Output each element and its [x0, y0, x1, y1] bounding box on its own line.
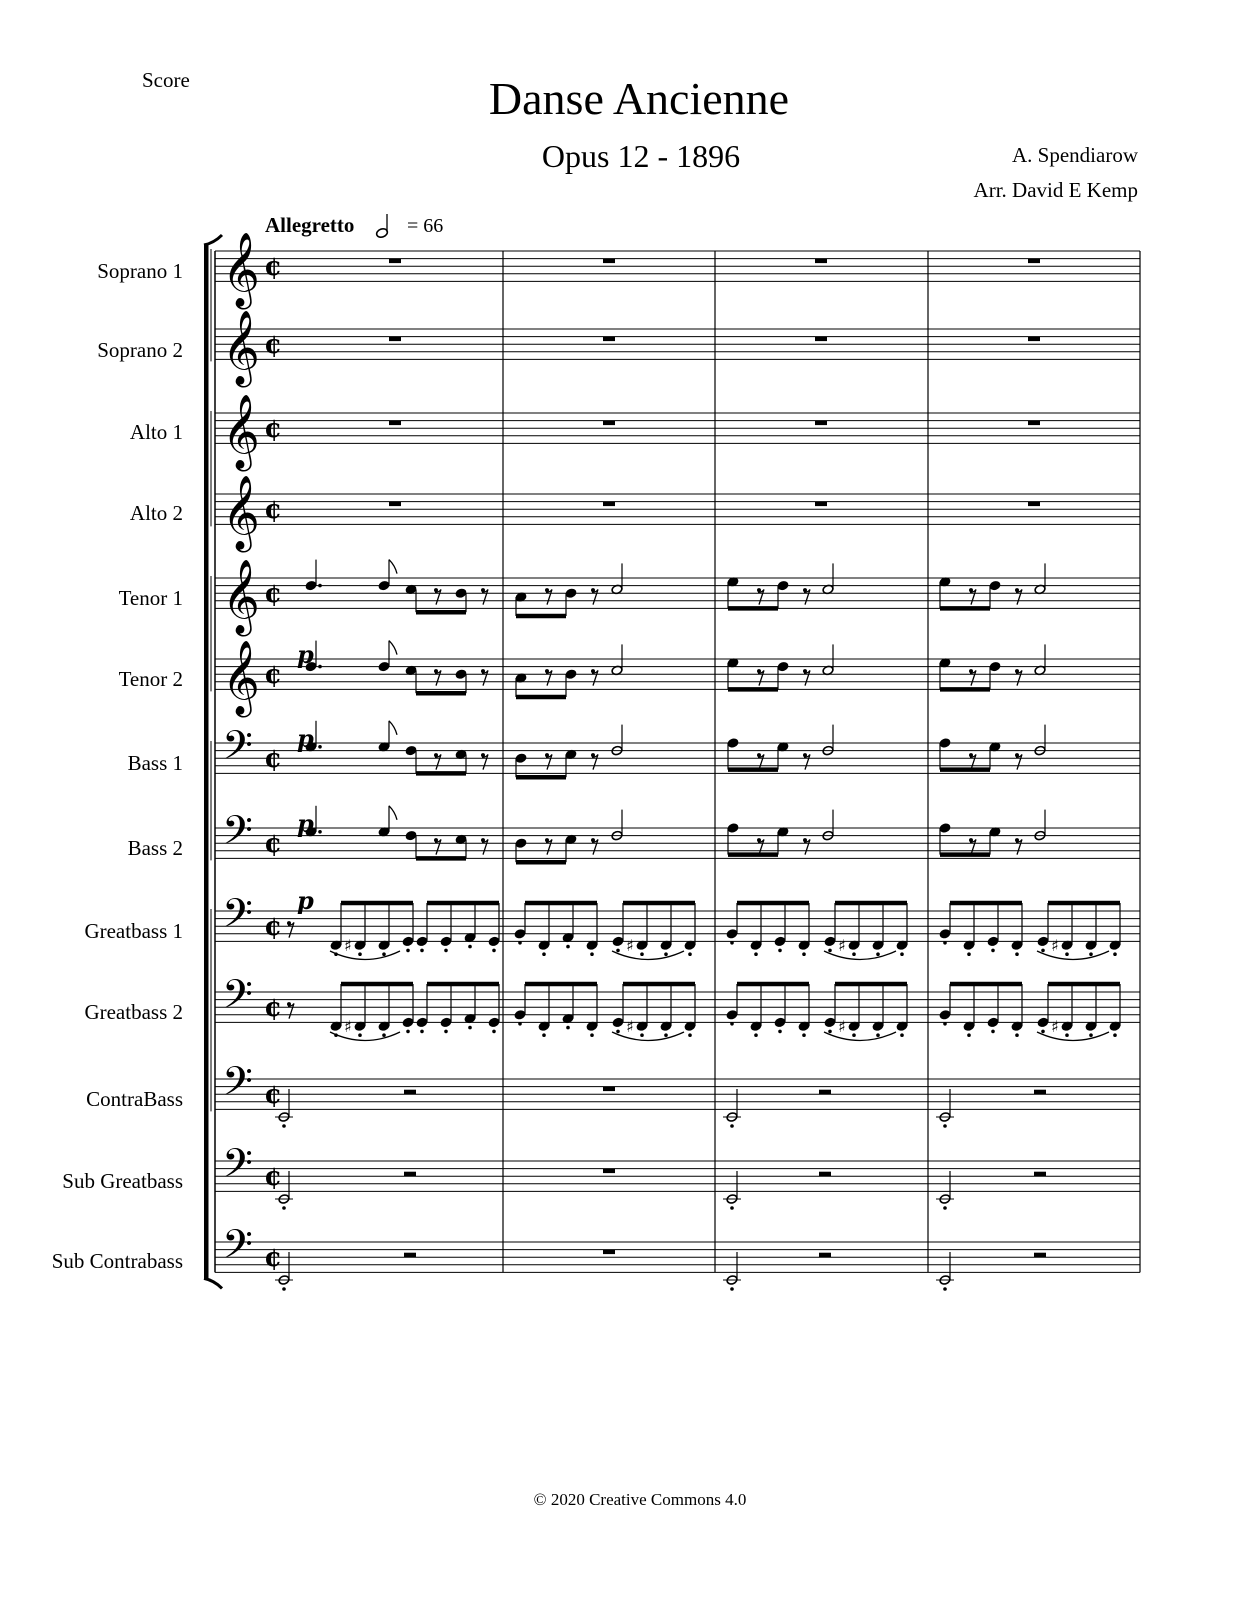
composer: A. Spendiarow	[1012, 143, 1138, 167]
staccato-dot	[1065, 1033, 1069, 1037]
notehead	[939, 823, 951, 834]
half-rest-icon	[404, 1172, 416, 1177]
staccato-dot	[664, 952, 668, 956]
sharp-icon: ♯	[838, 1017, 846, 1037]
staccato-dot	[730, 1124, 734, 1128]
notehead	[989, 661, 1001, 672]
slur	[1037, 951, 1109, 960]
staff	[215, 329, 1140, 359]
tempo-value: = 66	[407, 215, 444, 237]
notehead	[824, 1017, 836, 1028]
staccato-dot	[778, 1030, 782, 1034]
staccato-dot	[468, 945, 472, 949]
staccato-dot	[358, 952, 362, 956]
dynamic-p: p	[297, 724, 314, 753]
eighth-rest-icon	[1015, 669, 1022, 685]
eighth-rest-icon	[803, 838, 810, 854]
whole-rest-icon	[389, 421, 401, 426]
instrument-label: Soprano 1	[97, 259, 183, 283]
whole-rest-icon	[815, 337, 827, 342]
bracket-hook	[204, 1278, 222, 1288]
eighth-rest-icon	[969, 588, 976, 604]
whole-rest-icon	[1028, 337, 1040, 342]
staccato-dot	[1113, 1033, 1117, 1037]
staccato-dot	[640, 952, 644, 956]
cut-time-icon: ¢	[264, 329, 283, 360]
staccato-dot	[640, 1033, 644, 1037]
eighth-rest-icon	[481, 588, 488, 604]
sharp-icon: ♯	[626, 1017, 634, 1037]
cut-time-icon: ¢	[264, 578, 283, 609]
notehead	[939, 929, 951, 940]
staccato-dot	[318, 584, 322, 588]
staff	[215, 743, 1140, 773]
notehead	[565, 669, 577, 680]
notehead	[777, 661, 789, 672]
staccato-dot	[730, 1206, 734, 1210]
notehead	[402, 936, 414, 947]
bass-clef-icon: 𝄢	[222, 890, 253, 947]
notehead	[939, 738, 951, 749]
staccato-dot	[991, 949, 995, 953]
staccato-dot	[852, 1033, 856, 1037]
notehead	[515, 753, 527, 764]
half-rest-icon	[1034, 1172, 1046, 1177]
staff	[215, 992, 1140, 1022]
sharp-icon: ♯	[1051, 1017, 1059, 1037]
eighth-rest-icon	[545, 838, 552, 854]
staccato-dot	[282, 1287, 286, 1291]
staff	[215, 828, 1140, 858]
staccato-dot	[282, 1206, 286, 1210]
piece-title: Danse Ancienne	[488, 73, 790, 124]
instrument-label: Alto 2	[129, 501, 183, 525]
staccato-dot	[1089, 952, 1093, 956]
staccato-dot	[967, 952, 971, 956]
notehead	[777, 580, 789, 591]
dynamic-p: p	[297, 640, 314, 669]
staccato-dot	[730, 1287, 734, 1291]
slur	[824, 951, 896, 960]
staccato-dot	[616, 949, 620, 953]
eighth-rest-icon	[481, 669, 488, 685]
staff	[215, 251, 1140, 281]
arranger: Arr. David E Kemp	[973, 178, 1138, 202]
staccato-dot	[991, 1030, 995, 1034]
treble-clef-icon: 𝄞	[222, 233, 260, 307]
instrument-label: Soprano 2	[97, 338, 183, 362]
bass-clef-icon: 𝄢	[222, 1058, 253, 1115]
eighth-rest-icon	[969, 669, 976, 685]
notehead	[515, 838, 527, 849]
treble-clef-icon: 𝄞	[222, 476, 260, 550]
eighth-rest-icon	[434, 588, 441, 604]
flag	[389, 641, 397, 655]
dynamic-p: p	[297, 809, 314, 838]
staccato-dot	[1065, 952, 1069, 956]
bracket	[204, 245, 209, 1278]
staccato-dot	[828, 949, 832, 953]
notehead	[774, 1017, 786, 1028]
staccato-dot	[282, 1124, 286, 1128]
instrument-label: Greatbass 1	[84, 919, 183, 943]
staccato-dot	[318, 745, 322, 749]
staccato-dot	[967, 1033, 971, 1037]
copyright-footer: © 2020 Creative Commons 4.0	[533, 1490, 747, 1509]
whole-rest-icon	[815, 421, 827, 426]
bass-clef-icon: 𝄢	[222, 1221, 253, 1278]
half-rest-icon	[404, 1090, 416, 1095]
slur	[330, 951, 400, 960]
cut-time-icon: ¢	[264, 911, 283, 942]
eighth-rest-icon	[803, 753, 810, 769]
eighth-rest-icon	[287, 921, 294, 937]
bass-clef-icon: 𝄢	[222, 1140, 253, 1197]
staccato-dot	[900, 1033, 904, 1037]
slur	[612, 1032, 684, 1041]
notehead	[440, 936, 452, 947]
eighth-rest-icon	[591, 753, 598, 769]
slur	[824, 1032, 896, 1041]
eighth-rest-icon	[757, 838, 764, 854]
notehead	[514, 929, 526, 940]
cut-time-icon: ¢	[264, 1161, 283, 1192]
staccato-dot	[444, 1030, 448, 1034]
sharp-icon: ♯	[626, 936, 634, 956]
cut-time-icon: ¢	[264, 828, 283, 859]
notehead	[402, 1017, 414, 1028]
whole-rest-icon	[815, 502, 827, 507]
staccato-dot	[730, 1022, 734, 1026]
staccato-dot	[406, 1030, 410, 1034]
staccato-dot	[802, 952, 806, 956]
cut-time-icon: ¢	[264, 659, 283, 690]
notehead	[416, 1017, 428, 1028]
cut-time-icon: ¢	[264, 413, 283, 444]
notehead	[612, 936, 624, 947]
instrument-label: ContraBass	[86, 1087, 183, 1111]
notehead	[824, 936, 836, 947]
half-rest-icon	[1034, 1253, 1046, 1258]
notehead	[565, 588, 577, 599]
staff	[215, 413, 1140, 443]
half-rest-icon	[1034, 1090, 1046, 1095]
staccato-dot	[900, 952, 904, 956]
notehead	[455, 588, 467, 599]
staccato-dot	[754, 952, 758, 956]
staccato-dot	[420, 949, 424, 953]
instrument-label: Bass 2	[127, 836, 183, 860]
notehead	[488, 936, 500, 947]
eighth-rest-icon	[803, 669, 810, 685]
whole-rest-icon	[603, 502, 615, 507]
notehead	[987, 936, 999, 947]
staff	[215, 578, 1140, 608]
staccato-dot	[1089, 1033, 1093, 1037]
notehead	[440, 1017, 452, 1028]
notehead	[774, 936, 786, 947]
eighth-rest-icon	[287, 1002, 294, 1018]
staccato-dot	[1015, 1033, 1019, 1037]
half-rest-icon	[819, 1253, 831, 1258]
staccato-dot	[358, 1033, 362, 1037]
notehead	[726, 1010, 738, 1021]
notehead	[939, 1010, 951, 1021]
slur	[1037, 1032, 1109, 1041]
staccato-dot	[943, 1206, 947, 1210]
bass-clef-icon: 𝄢	[222, 807, 253, 864]
instrument-label: Tenor 2	[118, 667, 183, 691]
cut-time-icon: ¢	[264, 992, 283, 1023]
cut-time-icon: ¢	[264, 1079, 283, 1110]
instrument-label: Alto 1	[129, 420, 183, 444]
staccato-dot	[616, 1030, 620, 1034]
staccato-dot	[876, 952, 880, 956]
whole-rest-icon	[1028, 421, 1040, 426]
whole-rest-icon	[603, 421, 615, 426]
staccato-dot	[852, 952, 856, 956]
instrument-label: Bass 1	[127, 751, 183, 775]
staccato-dot	[1041, 1030, 1045, 1034]
staff	[215, 1161, 1140, 1191]
instrument-label: Tenor 1	[118, 586, 183, 610]
sharp-icon: ♯	[344, 936, 352, 956]
notehead	[378, 580, 390, 591]
staccato-dot	[566, 1026, 570, 1030]
staccato-dot	[542, 1033, 546, 1037]
whole-rest-icon	[603, 1169, 615, 1174]
notehead	[989, 580, 1001, 591]
flag	[389, 560, 397, 574]
staff	[215, 1079, 1140, 1109]
staccato-dot	[754, 1033, 758, 1037]
eighth-rest-icon	[434, 669, 441, 685]
eighth-rest-icon	[969, 753, 976, 769]
staccato-dot	[688, 1033, 692, 1037]
eighth-rest-icon	[481, 753, 488, 769]
notehead	[455, 669, 467, 680]
staff	[215, 1242, 1140, 1272]
notehead	[612, 1017, 624, 1028]
staccato-dot	[590, 1033, 594, 1037]
eighth-rest-icon	[591, 588, 598, 604]
staccato-dot	[518, 941, 522, 945]
eighth-rest-icon	[757, 669, 764, 685]
notehead	[727, 738, 739, 749]
staccato-dot	[406, 949, 410, 953]
whole-rest-icon	[603, 259, 615, 264]
whole-rest-icon	[389, 259, 401, 264]
staff	[215, 494, 1140, 524]
staccato-dot	[468, 1026, 472, 1030]
notehead	[378, 661, 390, 672]
eighth-rest-icon	[434, 838, 441, 854]
bass-clef-icon: 𝄢	[222, 722, 253, 779]
notehead	[488, 1017, 500, 1028]
treble-clef-icon: 𝄞	[222, 641, 260, 715]
notehead	[416, 936, 428, 947]
instrument-label: Sub Contrabass	[51, 1249, 183, 1273]
bracket-hook	[204, 235, 222, 245]
half-note-icon	[375, 214, 388, 239]
staccato-dot	[688, 952, 692, 956]
notehead	[987, 1017, 999, 1028]
staccato-dot	[1015, 952, 1019, 956]
eighth-rest-icon	[545, 588, 552, 604]
whole-rest-icon	[603, 1087, 615, 1092]
notehead	[405, 830, 417, 841]
eighth-rest-icon	[757, 753, 764, 769]
treble-clef-icon: 𝄞	[222, 395, 260, 469]
cut-time-icon: ¢	[264, 494, 283, 525]
instrument-label: Sub Greatbass	[62, 1169, 183, 1193]
tempo-marking: Allegretto	[265, 213, 355, 237]
score-label: Score	[142, 68, 190, 92]
notehead	[305, 580, 317, 591]
eighth-rest-icon	[1015, 753, 1022, 769]
staccato-dot	[943, 1287, 947, 1291]
staccato-dot	[943, 1124, 947, 1128]
staccato-dot	[943, 941, 947, 945]
piece-subtitle: Opus 12 - 1896	[541, 138, 741, 174]
dynamic-p: p	[297, 886, 314, 915]
staccato-dot	[566, 945, 570, 949]
staff	[215, 659, 1140, 689]
eighth-rest-icon	[591, 838, 598, 854]
slur	[612, 951, 684, 960]
treble-clef-icon: 𝄞	[222, 560, 260, 634]
whole-rest-icon	[1028, 502, 1040, 507]
staccato-dot	[318, 665, 322, 669]
notehead	[727, 823, 739, 834]
cut-time-icon: ¢	[264, 743, 283, 774]
eighth-rest-icon	[1015, 588, 1022, 604]
eighth-rest-icon	[969, 838, 976, 854]
eighth-rest-icon	[803, 588, 810, 604]
whole-rest-icon	[389, 502, 401, 507]
staccato-dot	[590, 952, 594, 956]
staccato-dot	[542, 952, 546, 956]
staccato-dot	[876, 1033, 880, 1037]
staccato-dot	[492, 1030, 496, 1034]
whole-rest-icon	[603, 1250, 615, 1255]
sharp-icon: ♯	[1051, 936, 1059, 956]
eighth-rest-icon	[545, 753, 552, 769]
eighth-rest-icon	[757, 588, 764, 604]
staccato-dot	[802, 1033, 806, 1037]
staccato-dot	[730, 941, 734, 945]
staccato-dot	[664, 1033, 668, 1037]
notehead	[514, 1010, 526, 1021]
half-rest-icon	[819, 1172, 831, 1177]
flag	[389, 721, 397, 735]
staccato-dot	[318, 830, 322, 834]
notehead	[1037, 1017, 1049, 1028]
staff	[215, 911, 1140, 941]
sharp-icon: ♯	[838, 936, 846, 956]
staccato-dot	[1113, 952, 1117, 956]
staccato-dot	[382, 1033, 386, 1037]
staccato-dot	[382, 952, 386, 956]
treble-clef-icon: 𝄞	[222, 311, 260, 385]
whole-rest-icon	[1028, 259, 1040, 264]
staccato-dot	[943, 1022, 947, 1026]
eighth-rest-icon	[1015, 838, 1022, 854]
bass-clef-icon: 𝄢	[222, 971, 253, 1028]
staccato-dot	[518, 1022, 522, 1026]
whole-rest-icon	[603, 337, 615, 342]
eighth-rest-icon	[591, 669, 598, 685]
staccato-dot	[444, 949, 448, 953]
staccato-dot	[420, 1030, 424, 1034]
staccato-dot	[492, 949, 496, 953]
whole-rest-icon	[389, 337, 401, 342]
eighth-rest-icon	[481, 838, 488, 854]
half-rest-icon	[404, 1253, 416, 1258]
staccato-dot	[778, 949, 782, 953]
notehead	[405, 745, 417, 756]
staccato-dot	[1041, 949, 1045, 953]
flag	[389, 806, 397, 820]
cut-time-icon: ¢	[264, 251, 283, 282]
sharp-icon: ♯	[344, 1017, 352, 1037]
whole-rest-icon	[815, 259, 827, 264]
slur	[330, 1032, 400, 1041]
staccato-dot	[828, 1030, 832, 1034]
half-rest-icon	[819, 1090, 831, 1095]
eighth-rest-icon	[545, 669, 552, 685]
cut-time-icon: ¢	[264, 1242, 283, 1273]
notehead	[1037, 936, 1049, 947]
notehead	[726, 929, 738, 940]
eighth-rest-icon	[434, 753, 441, 769]
instrument-label: Greatbass 2	[84, 1000, 183, 1024]
